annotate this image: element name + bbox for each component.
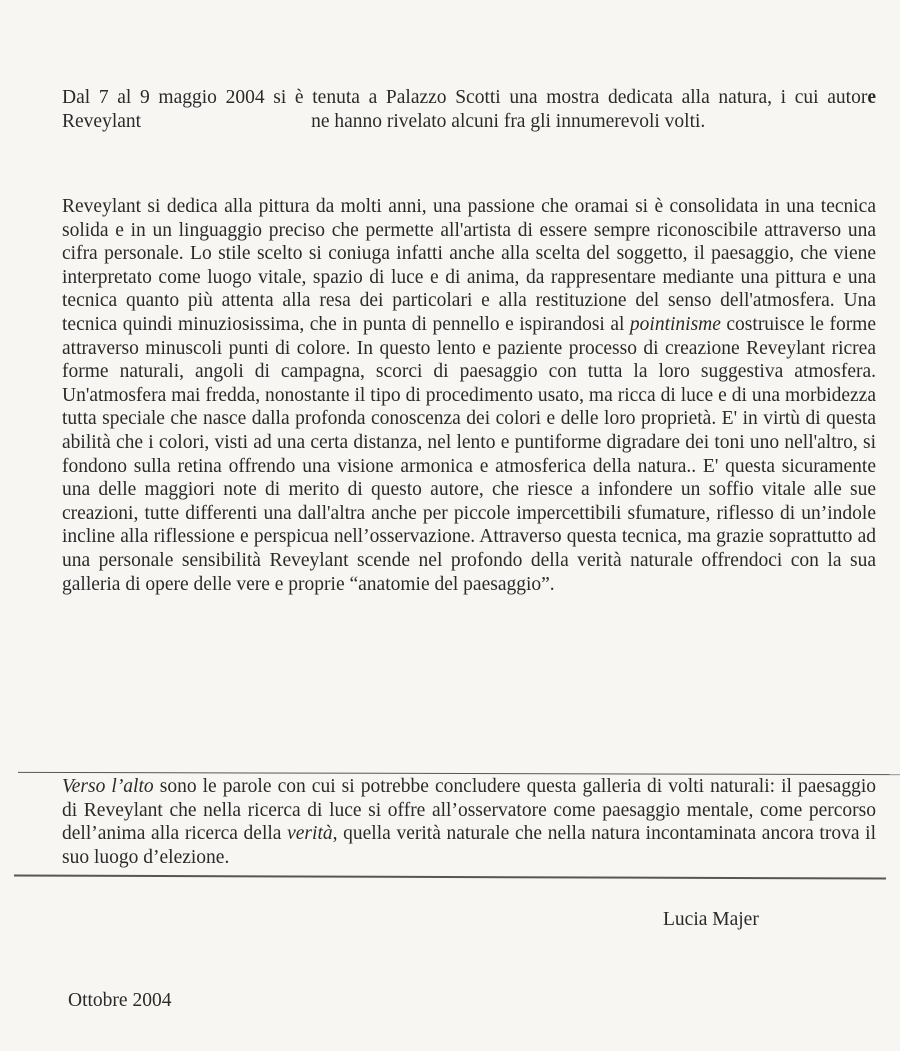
verso-lalto-term: Verso l’alto	[62, 776, 154, 797]
closing-text-1: sono le parole con cui si potrebbe concludere questa galleria di volti naturali: il paesaggio di Reveylant che nella ricerca di luce si offre all’osservatore come paesaggio mentale, come percorso dell’anima alla ricerca della	[62, 776, 877, 845]
bottom-divider-line	[14, 874, 886, 879]
body-paragraph	[62, 195, 876, 596]
intro-paragraph	[62, 86, 876, 133]
intro-artist-name: Reveylant	[62, 110, 142, 132]
corrected-char: e	[867, 87, 876, 108]
closing-paragraph	[62, 775, 876, 869]
body-text-2: costruisce le forme attraverso minuscoli punti di colore. In questo lento e paziente processo di creazione Reveylant ricrea forme naturali, angoli di campagna, scorci di paesaggio con tutta la loro suggestiva atmosfera. Un'atmosfera mai fredda, nonostante il tipo di procedimento usato, ma ricca di luce e di una morbidezza tutta speciale che nasce dalla profonda conoscenza dei colori e delle loro proprietà. E' in virtù di questa abilità che i colori, visti ad una certa distanza, nel lento e puntiforme digradare dei toni uno nell'altro, si fondono sulla retina offrendo una visione armonica e atmosferica della natura.. E' questa sicuramente una delle maggiori note di merito di questo autore, che riesce a infondere un soffio vitale alle sue creazioni, tutte differenti una dall'altra anche per piccole impercettibili sfumature, riflesso di un’indole incline alla riflessione e perspicua nell’osservazione. Attraverso questa tecnica, ma grazie soprattutto ad una personale sensibilità Reveylant scende nel profondo della verità naturale offrendoci con la sua galleria di opere delle vere e proprie “anatomie del paesaggio”.	[62, 313, 877, 595]
author-signature: Lucia Majer	[663, 909, 759, 930]
closing-text-2: , quella verità naturale che nella natura incontaminata ancora trova il suo luogo d’elezione.	[62, 823, 876, 868]
body-text-1: Reveylant si dedica alla pittura da molti anni, una passione che oramai si è consolidata in una tecnica solida e in un linguaggio preciso che permette all'artista di essere sempre riconoscibile attraverso una cifra personale. Lo stile scelto si coniuga infatti anche alla scelta del soggetto, il paesaggio, che viene interpretato come luogo vitale, spazio di luce e di anima, da rappresentare mediante una pittura e una tecnica quanto più attenta alla resa dei particolari e alla restituzione del senso dell'atmosfera. Una tecnica quindi minuziosissima, che in punta di pennello e ispirandosi al	[62, 196, 876, 335]
intro-text-1: Dal 7 al 9 maggio 2004 si è tenuta a Palazzo Scotti una mostra dedicata alla natura, i cui autor	[62, 87, 868, 108]
pointinisme-term: pointinisme	[629, 313, 721, 335]
document-date: Ottobre 2004	[68, 990, 172, 1011]
verita-term: verità	[287, 823, 333, 845]
intro-text-2: ne hanno rivelato alcuni fra gli innumerevoli volti.	[311, 110, 706, 132]
